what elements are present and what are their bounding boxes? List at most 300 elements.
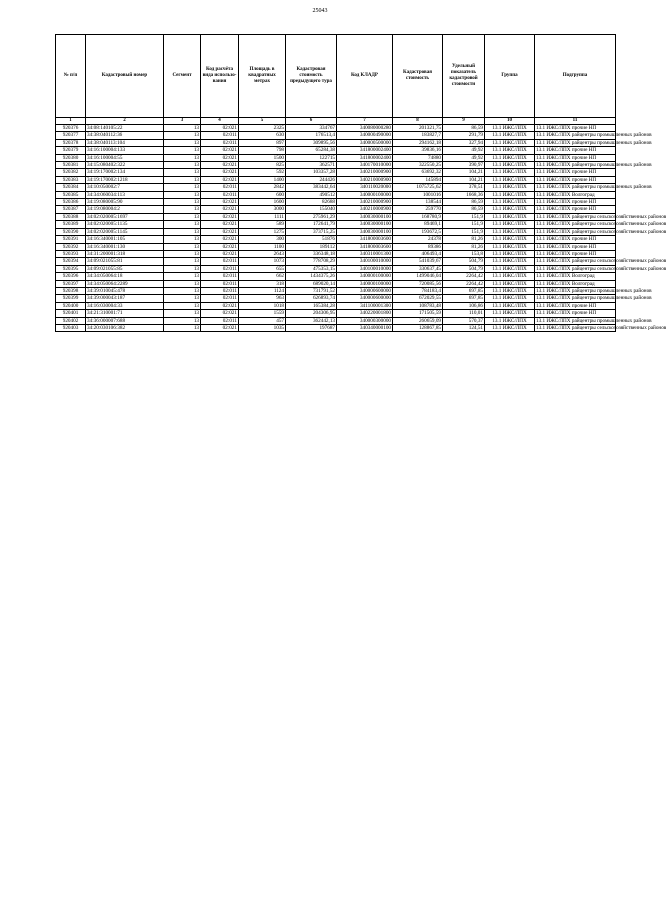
cadastral-number-cell: 34:19:170002:134	[86, 169, 164, 176]
table-row	[56, 317, 616, 324]
previous-cost-cell: 731791,52	[286, 287, 337, 294]
column-number: 2	[86, 118, 164, 125]
previous-cost-cell: 626893,74	[286, 295, 337, 302]
segment-cell: 13	[164, 324, 201, 331]
segment-cell: 13	[164, 280, 201, 287]
group-cell: 13.1 ИЖС/ЛПХ	[485, 154, 535, 161]
kladr-code-cell: 340000490000	[337, 132, 393, 139]
usage-code-cell: 02:011	[201, 265, 239, 272]
row-number-cell: 920386	[56, 199, 86, 206]
area-cell: 1100	[239, 243, 286, 250]
previous-cost-cell: 244426	[286, 176, 337, 183]
table-row	[56, 125, 616, 132]
previous-cost-cell: 82688	[286, 199, 337, 206]
group-cell: 13.1 ИЖС/ЛПХ	[485, 295, 535, 302]
column-header: Удельный показатель кадастровой стоимости	[443, 35, 485, 118]
column-number: 5	[239, 118, 286, 125]
cadastral-number-cell: 34:02:020005:1697	[86, 213, 164, 220]
subgroup-cell: 13.1 ИЖС/ЛПХ райцентры промышленных районов	[536, 295, 652, 302]
row-number-cell: 920385	[56, 191, 86, 198]
previous-cost-cell: 122715	[286, 154, 337, 161]
kladr-code-cell: 341800003600	[337, 243, 393, 250]
column-header: Группа	[485, 35, 535, 118]
usage-code-cell: 02:011	[201, 132, 239, 139]
cadastral-cost-cell: 260659,09	[393, 317, 443, 324]
row-number-cell: 920398	[56, 287, 86, 294]
kladr-code-cell: 340000100000	[337, 273, 393, 280]
subgroup-cell: 13.1 ИЖС/ЛПХ прочие НП	[535, 250, 616, 257]
row-number-cell: 920389	[56, 221, 86, 228]
cadastral-number-cell: 34:34:050064:2289	[86, 280, 164, 287]
table-row	[56, 154, 616, 161]
group-cell: 13.1 ИЖС/ЛПХ	[485, 324, 535, 331]
previous-cost-cell: 204306,95	[286, 310, 337, 317]
cadastral-number-cell: 34:09:021055:81	[86, 258, 164, 265]
specific-cost-cell: 86,59	[443, 206, 485, 213]
kladr-code-cell: 340000300000	[337, 317, 393, 324]
area-cell: 1111	[239, 213, 286, 220]
area-cell: 589	[239, 221, 286, 228]
subgroup-cell: 13.1 ИЖС/ЛПХ Волгоград	[535, 191, 616, 198]
area-cell: 1600	[239, 199, 286, 206]
cadastral-number-cell: 34:20:030106:382	[86, 324, 164, 331]
group-cell: 13.1 ИЖС/ЛПХ	[485, 221, 535, 228]
specific-cost-cell: 2264,42	[443, 280, 485, 287]
subgroup-cell: 13.1 ИЖС/ЛПХ райцентры сельскохозяйственных районов	[536, 213, 666, 220]
group-cell: 13.1 ИЖС/ЛПХ	[485, 147, 535, 154]
row-number-cell: 920378	[56, 139, 86, 146]
row-number-cell: 920399	[56, 295, 86, 302]
kladr-code-cell: 340000600000	[337, 287, 393, 294]
column-number: 10	[485, 118, 535, 125]
group-cell: 13.1 ИЖС/ЛПХ	[485, 280, 535, 287]
usage-code-cell: 02:021	[201, 302, 239, 309]
segment-cell: 13	[164, 317, 201, 324]
row-number-cell: 920403	[56, 324, 86, 331]
specific-cost-cell: 106,86	[443, 302, 485, 309]
column-number: 3	[164, 118, 201, 125]
subgroup-cell: 13.1 ИЖС/ЛПХ прочие НП	[535, 147, 616, 154]
cadastral-number-cell: 34:19:080005:90	[86, 199, 164, 206]
specific-cost-cell: 104,21	[443, 169, 485, 176]
group-cell: 13.1 ИЖС/ЛПХ	[485, 206, 535, 213]
table-row	[56, 169, 616, 176]
subgroup-cell: 13.1 ИЖС/ЛПХ райцентры сельскохозяйственных районов	[536, 228, 666, 235]
area-cell: 1035	[239, 324, 286, 331]
specific-cost-cell: 570,37	[443, 317, 485, 324]
table-row	[56, 258, 616, 265]
cadastral-number-cell: 34:31:200001:318	[86, 250, 164, 257]
cadastral-number-cell: 34:08:140105:22	[86, 125, 164, 132]
group-cell: 13.1 ИЖС/ЛПХ	[485, 125, 535, 132]
subgroup-cell: 13.1 ИЖС/ЛПХ Волгоград	[535, 273, 616, 280]
row-number-cell: 920392	[56, 243, 86, 250]
segment-cell: 13	[164, 236, 201, 243]
group-cell: 13.1 ИЖС/ЛПХ	[485, 162, 535, 169]
usage-code-cell: 02:021	[201, 236, 239, 243]
subgroup-cell: 13.1 ИЖС/ЛПХ прочие НП	[535, 236, 616, 243]
cadastral-cost-cell: 74880	[393, 154, 443, 161]
previous-cost-cell: 172641,79	[286, 221, 337, 228]
usage-code-cell: 02:021	[201, 154, 239, 161]
subgroup-cell: 13.1 ИЖС/ЛПХ райцентры промышленных районов	[536, 184, 652, 191]
usage-code-cell: 02:021	[201, 199, 239, 206]
segment-cell: 13	[164, 250, 201, 257]
specific-cost-cell: 504,79	[443, 258, 485, 265]
table-row	[56, 302, 616, 309]
subgroup-cell: 13.1 ИЖС/ЛПХ прочие НП	[535, 154, 616, 161]
specific-cost-cell: 2264,42	[443, 273, 485, 280]
table-row	[56, 162, 616, 169]
row-number-cell: 920380	[56, 154, 86, 161]
cadastral-number-cell: 34:19:080004:2	[86, 206, 164, 213]
kladr-code-cell: 341100001300	[337, 302, 393, 309]
subgroup-cell: 13.1 ИЖС/ЛПХ прочие НП	[535, 176, 616, 183]
column-header: Сегмент	[164, 35, 201, 118]
cadastral-cost-cell: 193672,5	[393, 228, 443, 235]
kladr-code-cell: 340340000100	[337, 324, 393, 331]
segment-cell: 13	[164, 295, 201, 302]
row-number-cell: 920384	[56, 184, 86, 191]
usage-code-cell: 02:021	[201, 125, 239, 132]
previous-cost-cell: 65284,38	[286, 147, 337, 154]
usage-code-cell: 02:021	[201, 324, 239, 331]
kladr-code-cell: 340210000900	[337, 206, 393, 213]
usage-code-cell: 02:021	[201, 169, 239, 176]
table-row	[56, 295, 616, 302]
previous-cost-cell: 275961,29	[286, 213, 337, 220]
cadastral-cost-cell: 171505,59	[393, 310, 443, 317]
row-number-cell: 920395	[56, 265, 86, 272]
previous-cost-cell: 383442,64	[286, 184, 337, 191]
row-number-cell: 920377	[56, 132, 86, 139]
area-cell: 1500	[239, 154, 286, 161]
area-cell: 2643	[239, 250, 286, 257]
table-row	[56, 213, 616, 220]
column-number: 9	[443, 118, 485, 125]
cadastral-number-cell: 34:02:020005:1145	[86, 228, 164, 235]
segment-cell: 13	[164, 221, 201, 228]
table-row	[56, 147, 616, 154]
segment-cell: 13	[164, 310, 201, 317]
specific-cost-cell: 327,94	[443, 139, 485, 146]
specific-cost-cell: 151,9	[443, 213, 485, 220]
cadastral-cost-cell: 168780,9	[393, 213, 443, 220]
specific-cost-cell: 697,85	[443, 295, 485, 302]
usage-code-cell: 02:021	[201, 162, 239, 169]
segment-cell: 13	[164, 125, 201, 132]
area-cell: 300	[239, 236, 286, 243]
group-cell: 13.1 ИЖС/ЛПХ	[485, 132, 535, 139]
area-cell: 1124	[239, 287, 286, 294]
cadastral-number-cell: 34:10:050002:7	[86, 184, 164, 191]
group-cell: 13.1 ИЖС/ЛПХ	[485, 184, 535, 191]
specific-cost-cell: 86,59	[443, 125, 485, 132]
group-cell: 13.1 ИЖС/ЛПХ	[485, 228, 535, 235]
usage-code-cell: 02:011	[201, 139, 239, 146]
group-cell: 13.1 ИЖС/ЛПХ	[485, 139, 535, 146]
cadastral-cost-cell: 89386	[393, 243, 443, 250]
cadastral-cost-cell: 1499046,04	[393, 273, 443, 280]
cadastral-number-cell: 34:34:050064:18	[86, 273, 164, 280]
table-row	[56, 176, 616, 183]
previous-cost-cell: 373715,25	[286, 228, 337, 235]
area-cell: 825	[239, 162, 286, 169]
page-number: 25043	[312, 8, 328, 14]
kladr-code-cell: 340030000100	[337, 228, 393, 235]
cadastral-number-cell: 34:16:340001:130	[86, 243, 164, 250]
specific-cost-cell: 390,97	[443, 162, 485, 169]
segment-cell: 13	[164, 191, 201, 198]
segment-cell: 13	[164, 243, 201, 250]
group-cell: 13.1 ИЖС/ЛПХ	[485, 176, 535, 183]
group-cell: 13.1 ИЖС/ЛПХ	[485, 265, 535, 272]
cadastral-cost-cell: 1001016	[393, 191, 443, 198]
group-cell: 13.1 ИЖС/ЛПХ	[485, 169, 535, 176]
usage-code-cell: 02:021	[201, 221, 239, 228]
area-cell: 1400	[239, 176, 286, 183]
cadastral-cost-cell: 138544	[393, 199, 443, 206]
row-number-cell: 920381	[56, 162, 86, 169]
segment-cell: 13	[164, 176, 201, 183]
cadastral-cost-cell: 294162,18	[393, 139, 443, 146]
subgroup-cell: 13.1 ИЖС/ЛПХ прочие НП	[535, 199, 616, 206]
previous-cost-cell: 1434375,26	[286, 273, 337, 280]
specific-cost-cell: 81,26	[443, 236, 485, 243]
usage-code-cell: 02:011	[201, 280, 239, 287]
row-number-cell: 920391	[56, 236, 86, 243]
subgroup-cell: 13.1 ИЖС/ЛПХ прочие НП	[535, 169, 616, 176]
previous-cost-cell: 778708,29	[286, 258, 337, 265]
specific-cost-cell: 124,51	[443, 324, 485, 331]
cadastral-cost-cell: 89469,1	[393, 221, 443, 228]
specific-cost-cell: 291,79	[443, 132, 485, 139]
table-row	[56, 199, 616, 206]
kladr-code-cell: 340220001800	[337, 310, 393, 317]
row-number-cell: 920396	[56, 273, 86, 280]
table-row	[56, 273, 616, 280]
cadastral-number-cell: 34:02:020005:1135	[86, 221, 164, 228]
column-number: 6	[286, 118, 337, 125]
subgroup-cell: 13.1 ИЖС/ЛПХ райцентры промышленных районов	[536, 162, 652, 169]
row-number-cell: 920401	[56, 310, 86, 317]
cadastral-number-cell: 34:16:100004:55	[86, 154, 164, 161]
group-cell: 13.1 ИЖС/ЛПХ	[485, 302, 535, 309]
table-row	[56, 265, 616, 272]
table-body	[56, 125, 666, 332]
row-number-cell: 920393	[56, 250, 86, 257]
usage-code-cell: 02:021	[201, 250, 239, 257]
usage-code-cell: 02:021	[201, 213, 239, 220]
group-cell: 13.1 ИЖС/ЛПХ	[485, 258, 535, 265]
previous-cost-cell: 51876	[286, 236, 337, 243]
kladr-code-cell: 341800002400	[337, 147, 393, 154]
subgroup-cell: 13.1 ИЖС/ЛПХ райцентры сельскохозяйственных районов	[536, 221, 666, 228]
cadastral-cost-cell: 259770	[393, 206, 443, 213]
cadastral-cost-cell: 672029,55	[393, 295, 443, 302]
table-row	[56, 250, 616, 257]
specific-cost-cell: 151,9	[443, 221, 485, 228]
area-cell: 1073	[239, 258, 286, 265]
kladr-code-cell: 340000600000	[337, 295, 393, 302]
table-row	[56, 132, 616, 139]
segment-cell: 13	[164, 302, 201, 309]
table-row	[56, 324, 616, 331]
cadastral-number-cell: 34:34:060034:113	[86, 191, 164, 198]
area-cell: 592	[239, 169, 286, 176]
row-number-cell: 920397	[56, 280, 86, 287]
cadastral-number-cell: 34:19:170002:1218	[86, 176, 164, 183]
cadastral-cost-cell: 322550,25	[393, 162, 443, 169]
kladr-code-cell: 340030000100	[337, 221, 393, 228]
column-header: № п/п	[56, 35, 86, 118]
cadastral-number-cell: 34:39:010045:478	[86, 287, 164, 294]
kladr-code-cell: 340000100000	[337, 191, 393, 198]
previous-cost-cell: 155040	[286, 206, 337, 213]
column-number: 4	[201, 118, 239, 125]
group-cell: 13.1 ИЖС/ЛПХ	[485, 287, 535, 294]
subgroup-cell: 13.1 ИЖС/ЛПХ Волгоград	[535, 280, 616, 287]
kladr-code-cell: 341800002400	[337, 154, 393, 161]
segment-cell: 13	[164, 139, 201, 146]
area-cell: 600	[239, 191, 286, 198]
group-cell: 13.1 ИЖС/ЛПХ	[485, 199, 535, 206]
cadastral-number-cell: 34:16:100004:133	[86, 147, 164, 154]
table-row	[56, 206, 616, 213]
column-header: Код КЛАДР	[337, 35, 393, 118]
segment-cell: 13	[164, 265, 201, 272]
cadastral-cost-cell: 1075725,62	[393, 184, 443, 191]
row-number-cell: 920382	[56, 169, 86, 176]
usage-code-cell: 02:021	[201, 206, 239, 213]
previous-cost-cell: 475353,15	[286, 265, 337, 272]
area-cell: 1018	[239, 302, 286, 309]
segment-cell: 13	[164, 206, 201, 213]
subgroup-cell: 13.1 ИЖС/ЛПХ райцентры промышленных районов	[536, 287, 652, 294]
column-header: Код расчёта вида использо-вания	[201, 35, 239, 118]
row-number-cell: 920400	[56, 302, 86, 309]
previous-cost-cell: 309895,56	[286, 139, 337, 146]
previous-cost-cell: 189112	[286, 243, 337, 250]
row-number-cell: 920383	[56, 176, 86, 183]
column-header: Кадастровая стоимость	[393, 35, 443, 118]
row-number-cell: 920402	[56, 317, 86, 324]
table-row	[56, 184, 616, 191]
cadastral-number-cell: 34:15:080402:322	[86, 162, 164, 169]
usage-code-cell: 02:011	[201, 258, 239, 265]
previous-cost-cell: 336348,18	[286, 250, 337, 257]
table-row	[56, 280, 616, 287]
subgroup-cell: 13.1 ИЖС/ЛПХ райцентры сельскохозяйственных районов	[536, 265, 666, 272]
group-cell: 13.1 ИЖС/ЛПХ	[485, 213, 535, 220]
table-row	[56, 310, 616, 317]
subgroup-cell: 13.1 ИЖС/ЛПХ прочие НП	[535, 310, 616, 317]
segment-cell: 13	[164, 287, 201, 294]
cadastral-cost-cell: 406493,4	[393, 250, 443, 257]
cadastral-cost-cell: 330637,45	[393, 265, 443, 272]
kladr-code-cell: 340310001300	[337, 250, 393, 257]
table-row	[56, 243, 616, 250]
kladr-code-cell: 340100010000	[337, 265, 393, 272]
cadastral-cost-cell: 24378	[393, 236, 443, 243]
cadastral-cost-cell: 108783,48	[393, 302, 443, 309]
cadastral-cost-cell: 128867,85	[393, 324, 443, 331]
kladr-code-cell: 341800003600	[337, 236, 393, 243]
segment-cell: 13	[164, 162, 201, 169]
previous-cost-cell: 362571	[286, 162, 337, 169]
specific-cost-cell: 697,85	[443, 287, 485, 294]
table-row	[56, 236, 616, 243]
specific-cost-cell: 151,9	[443, 228, 485, 235]
area-cell: 2842	[239, 184, 286, 191]
kladr-code-cell: 340210000900	[337, 199, 393, 206]
area-cell: 1559	[239, 310, 286, 317]
cadastral-cost-cell: 201321,75	[393, 125, 443, 132]
group-cell: 13.1 ИЖС/ЛПХ	[485, 250, 535, 257]
cadastral-cost-cell: 39836,16	[393, 147, 443, 154]
subgroup-cell: 13.1 ИЖС/ЛПХ прочие НП	[535, 125, 616, 132]
cadastral-number-cell: 34:39:000043:187	[86, 295, 164, 302]
specific-cost-cell: 104,21	[443, 176, 485, 183]
previous-cost-cell: 103357,28	[286, 169, 337, 176]
specific-cost-cell: 49,92	[443, 147, 485, 154]
specific-cost-cell: 86,59	[443, 199, 485, 206]
cadastral-number-cell: 34:16:340001:105	[86, 236, 164, 243]
area-cell: 318	[239, 280, 286, 287]
subgroup-cell: 13.1 ИЖС/ЛПХ прочие НП	[535, 302, 616, 309]
area-cell: 897	[239, 139, 286, 146]
specific-cost-cell: 378,51	[443, 184, 485, 191]
kladr-code-cell: 340170010000	[337, 162, 393, 169]
row-number-cell: 920394	[56, 258, 86, 265]
usage-code-cell: 02:021	[201, 228, 239, 235]
column-number-row	[56, 118, 616, 125]
column-number: 11	[535, 118, 616, 125]
cadastral-number-cell: 34:38:040113:104	[86, 139, 164, 146]
cadastral-cost-cell: 784183,4	[393, 287, 443, 294]
row-number-cell: 920388	[56, 213, 86, 220]
kladr-code-cell: 340000500000	[337, 139, 393, 146]
specific-cost-cell: 81,26	[443, 243, 485, 250]
usage-code-cell: 02:021	[201, 310, 239, 317]
group-cell: 13.1 ИЖС/ЛПХ	[485, 191, 535, 198]
previous-cost-cell: 197687	[286, 324, 337, 331]
kladr-code-cell: 340100010000	[337, 258, 393, 265]
usage-code-cell: 02:021	[201, 176, 239, 183]
previous-cost-cell: 176513,4	[286, 132, 337, 139]
kladr-code-cell: 340210000900	[337, 169, 393, 176]
specific-cost-cell: 153,8	[443, 250, 485, 257]
kladr-code-cell: 340080000280	[337, 125, 393, 132]
kladr-code-cell: 340000100000	[337, 280, 393, 287]
segment-cell: 13	[164, 258, 201, 265]
subgroup-cell: 13.1 ИЖС/ЛПХ прочие НП	[535, 243, 616, 250]
segment-cell: 13	[164, 169, 201, 176]
area-cell: 662	[239, 273, 286, 280]
row-number-cell: 920376	[56, 125, 86, 132]
row-number-cell: 920379	[56, 147, 86, 154]
area-cell: 1275	[239, 228, 286, 235]
area-cell: 963	[239, 295, 286, 302]
specific-cost-cell: 504,79	[443, 265, 485, 272]
kladr-code-cell: 340030000100	[337, 213, 393, 220]
usage-code-cell: 02:011	[201, 184, 239, 191]
usage-code-cell: 02:011	[201, 317, 239, 324]
cadastral-number-cell: 34:36:000007:688	[86, 317, 164, 324]
cadastral-cost-cell: 145894	[393, 176, 443, 183]
column-header: Кадастровый номер	[86, 35, 164, 118]
kladr-code-cell: 340110020000	[337, 184, 393, 191]
